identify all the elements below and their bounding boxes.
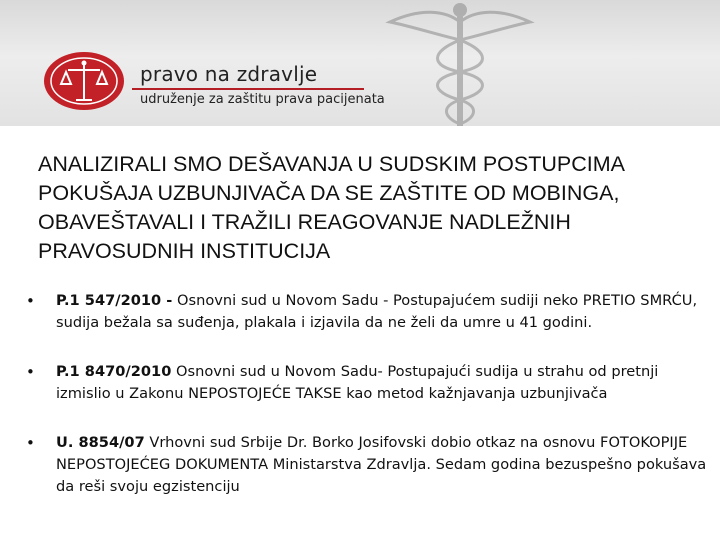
bullet-icon: • [26, 434, 35, 452]
bullet-icon: • [26, 363, 35, 381]
organization-name: pravo na zdravlje [140, 62, 318, 86]
scales-of-justice-logo-icon [42, 50, 126, 112]
organization-underline [132, 88, 364, 90]
slide-title: ANALIZIRALI SMO DEŠAVANJA U SUDSKIM POSTUPCIMA POKUŠAJA UZBUNJIVAČA DA SE ZAŠTITE OD MOBINGA, OBAVEŠTAVALI I TRAŽILI REAGOVANJE NADLEŽNIH PRAVOSUDNIH INSTITUCIJA [38, 152, 624, 263]
list-item [26, 361, 716, 405]
caduceus-icon [360, 0, 560, 126]
case-list [26, 290, 716, 498]
case-description: Osnovni sud u Novom Sadu- Postupajući sudija u strahu od pretnji izmislio u Zakonu NEPOSTOJEĆE TAKSE kao metod kažnjavanja uzbunjivača [56, 363, 659, 402]
case-reference: P.1 547/2010 - [56, 292, 173, 309]
list-item [26, 432, 716, 498]
bullet-icon: • [26, 292, 35, 310]
organization-tagline: udruženje za zaštitu prava pacijenata [140, 92, 385, 107]
case-description: Vrhovni sud Srbije Dr. Borko Josifovski dobio otkaz na osnovu FOTOKOPIJE NEPOSTOJEĆEG DOKUMENTA Ministarstva Zdravlja. Sedam godina bezuspešno pokušava da reši svoju egzistenciju [56, 434, 707, 495]
header-banner [0, 0, 720, 126]
case-reference: P.1 8470/2010 [56, 363, 172, 380]
case-description: Osnovni sud u Novom Sadu - Postupajućem sudiji neko PRETIO SMRĆU, sudija bežala sa suđenja, plakala i izjavila da ne želi da umre u 41 godini. [56, 292, 698, 331]
case-reference: U. 8854/07 [56, 434, 145, 451]
list-item [26, 290, 716, 334]
